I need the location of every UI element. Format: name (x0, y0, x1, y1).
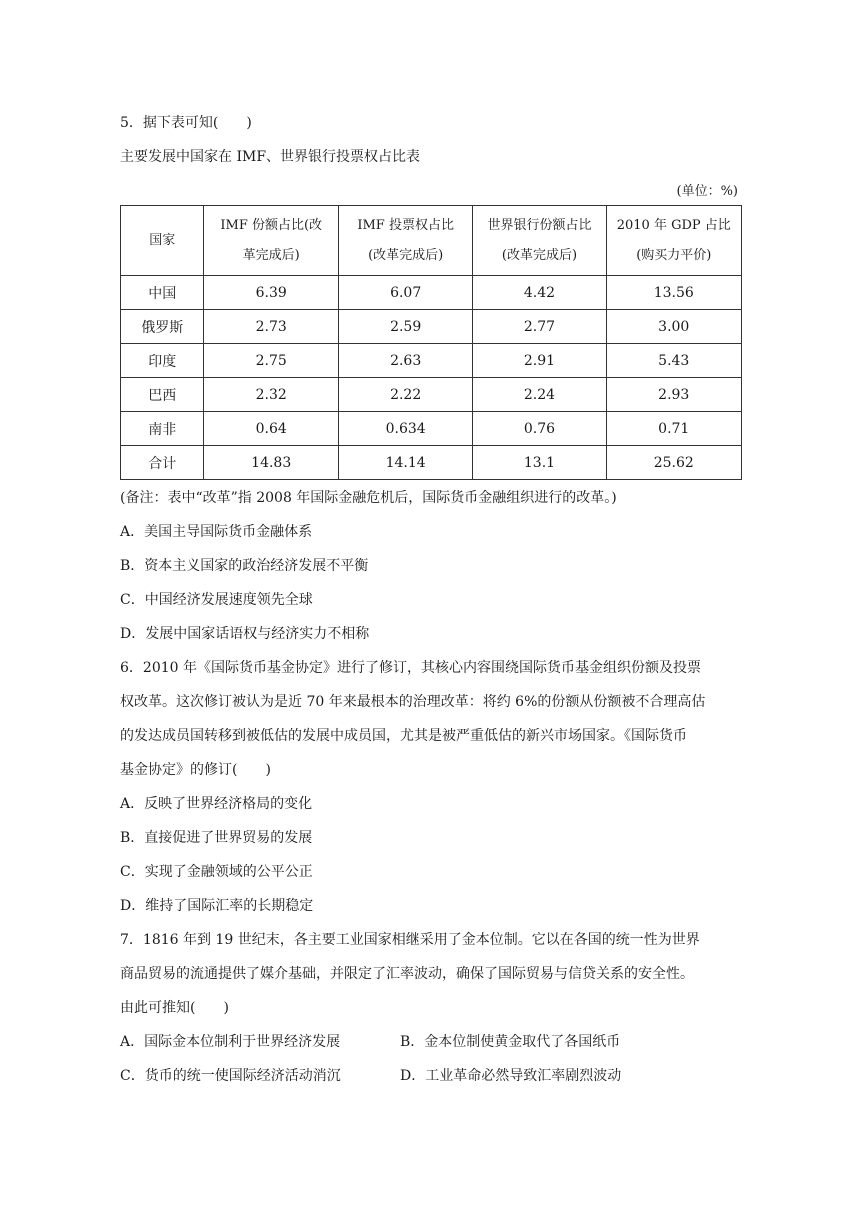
q7-stem-line-2: 商品贸易的流通提供了媒介基础，并限定了汇率波动，确保了国际贸易与信贷关系的安全性。 (120, 966, 694, 982)
q7-option-d: D．工业革命必然导致汇率剧烈波动 (400, 1068, 622, 1084)
table-cell: 2.75 (204, 344, 338, 378)
table-note: (备注：表中“改革”指 2008 年国际金融危机后，国际货币金融组织进行的改革。) (120, 490, 617, 506)
table-cell: 2.91 (473, 344, 606, 378)
q6-stem-line-3: 的发达成员国转移到被低估的发展中成员国，尤其是被严重低估的新兴市场国家。《国际货币 (120, 728, 687, 744)
country-cell: 南非 (121, 412, 204, 446)
country-cell: 合计 (121, 446, 204, 480)
q7-option-a: A．国际金本位制利于世界经济发展 (120, 1034, 341, 1050)
table-cell: 0.76 (473, 412, 606, 446)
table-cell: 13.1 (473, 446, 606, 480)
q5-option-d: D．发展中国家话语权与经济实力不相称 (120, 626, 370, 642)
q5-option-b: B．资本主义国家的政治经济发展不平衡 (120, 558, 369, 574)
country-cell: 俄罗斯 (121, 310, 204, 344)
table-cell: 2.59 (338, 310, 472, 344)
q7-option-b: B．金本位制使黄金取代了各国纸币 (400, 1034, 621, 1050)
q5-option-a: A．美国主导国际货币金融体系 (120, 524, 313, 540)
table-cell: 0.634 (338, 412, 472, 446)
table-cell: 25.62 (606, 446, 741, 480)
table-unit: (单位：%) (676, 184, 738, 199)
q5-option-c: C．中国经济发展速度领先全球 (120, 592, 313, 608)
vote-share-table (120, 205, 742, 480)
q6-option-c: C．实现了金融领域的公平公正 (120, 864, 313, 880)
table-cell: 6.07 (338, 276, 472, 310)
table-header-row (121, 206, 742, 276)
table-cell: 2.63 (338, 344, 472, 378)
table-row (121, 378, 742, 412)
q6-stem-line-4: 基金协定》的修订( ) (120, 762, 271, 778)
q6-stem-line-1: 6．2010 年《国际货币基金协定》进行了修订，其核心内容围绕国际货币基金组织份额及投票 (120, 660, 701, 676)
table-cell: 2.24 (473, 378, 606, 412)
header-cell: 2010 年 GDP 占比 (购买力平价) (606, 206, 741, 276)
q6-option-a: A．反映了世界经济格局的变化 (120, 796, 313, 812)
table-cell: 5.43 (606, 344, 741, 378)
header-cell: 国家 (121, 206, 204, 276)
country-cell: 印度 (121, 344, 204, 378)
q7-stem-line-1: 7．1816 年到 19 世纪末，各主要工业国家相继采用了金本位制。它以在各国的统一性为世界 (120, 932, 700, 948)
country-cell: 巴西 (121, 378, 204, 412)
table-row (121, 310, 742, 344)
header-cell: IMF 份额占比(改 革完成后) (204, 206, 338, 276)
q6-option-d: D．维持了国际汇率的长期稳定 (120, 898, 314, 914)
table-cell: 14.14 (338, 446, 472, 480)
table-cell: 3.00 (606, 310, 741, 344)
country-cell: 中国 (121, 276, 204, 310)
table-total-row (121, 446, 742, 480)
table-cell: 2.93 (606, 378, 741, 412)
q7-stem-line-3: 由此可推知( ) (120, 1000, 229, 1016)
table-cell: 0.71 (606, 412, 741, 446)
table-cell: 14.83 (204, 446, 338, 480)
q5-stem: 5．据下表可知( ) (120, 115, 252, 131)
table-cell: 4.42 (473, 276, 606, 310)
table-cell: 2.22 (338, 378, 472, 412)
table-cell: 13.56 (606, 276, 741, 310)
table-cell: 2.77 (473, 310, 606, 344)
table-cell: 2.73 (204, 310, 338, 344)
table-cell: 0.64 (204, 412, 338, 446)
header-cell: IMF 投票权占比 (改革完成后) (338, 206, 472, 276)
header-cell: 世界银行份额占比 (改革完成后) (473, 206, 606, 276)
table-cell: 2.32 (204, 378, 338, 412)
table-row (121, 276, 742, 310)
table-row (121, 412, 742, 446)
table-title: 主要发展中国家在 IMF、世界银行投票权占比表 (120, 149, 421, 165)
q7-option-c: C．货币的统一使国际经济活动消沉 (120, 1068, 341, 1084)
table-cell: 6.39 (204, 276, 338, 310)
q6-option-b: B．直接促进了世界贸易的发展 (120, 830, 313, 846)
q6-stem-line-2: 权改革。这次修订被认为是近 70 年来最根本的治理改革：将约 6%的份额从份额被不合理高估 (120, 694, 706, 710)
table-row (121, 344, 742, 378)
